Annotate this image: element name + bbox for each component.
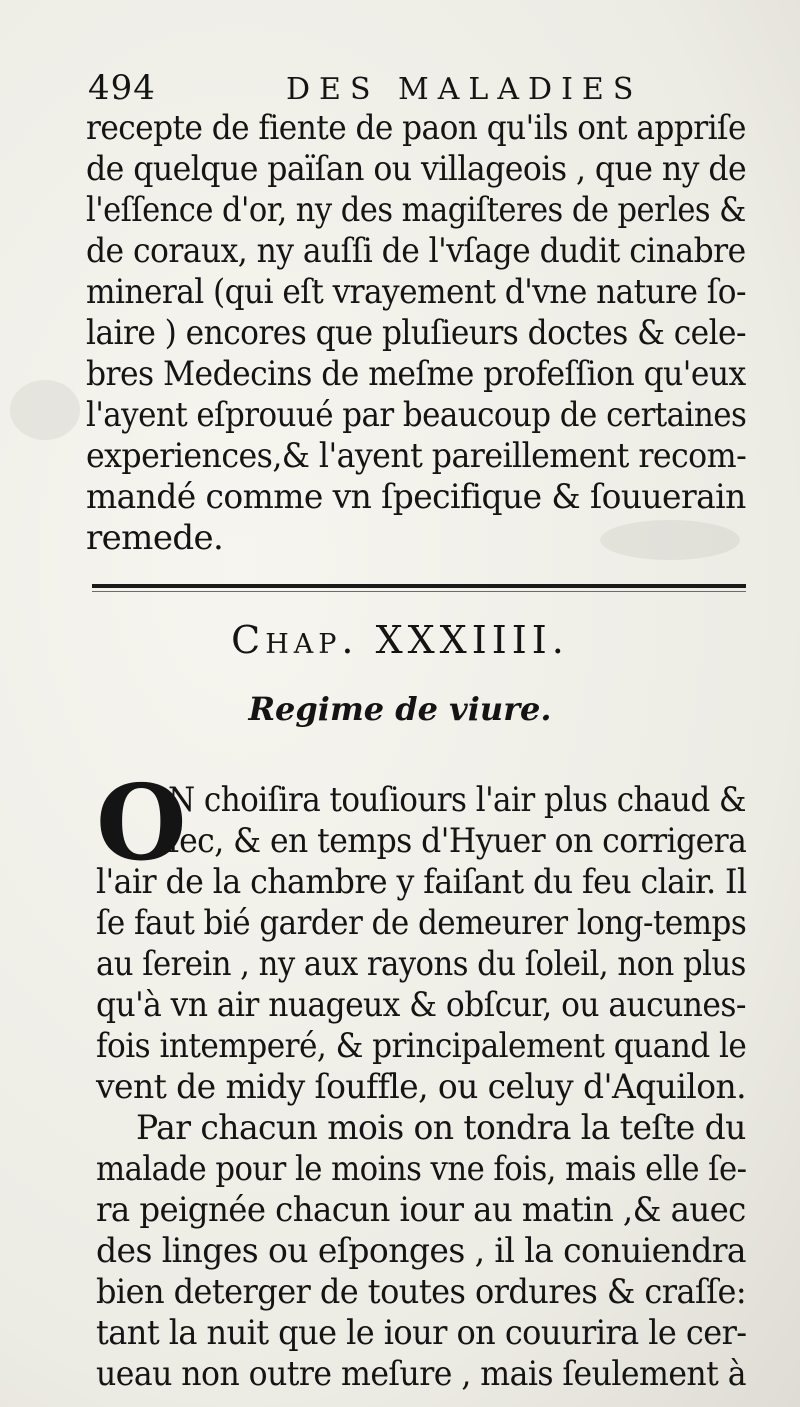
text-line: mandé comme vn ſpecifique & ſouuerain bbox=[86, 477, 746, 517]
section-title: Regime de viure. bbox=[248, 690, 552, 728]
text-line: au ſerein , ny aux rayons du ſoleil, non plus bbox=[96, 944, 746, 984]
paper-stain bbox=[10, 380, 80, 440]
text-line: N choiſira touſiours l'air plus chaud & bbox=[168, 780, 746, 820]
text-line: experiences,& l'ayent pareillement recom- bbox=[86, 436, 747, 476]
text-line: ſe faut bié garder de demeurer long-temps bbox=[96, 903, 747, 943]
text-line: Par chacun mois on tondra la teſte du bbox=[136, 1108, 746, 1148]
text-line: qu'à vn air nuageux & obſcur, ou aucunes- bbox=[96, 985, 746, 1025]
running-head: DES MALADIES bbox=[286, 72, 643, 107]
text-line: laire ) encores que pluſieurs doctes & cele- bbox=[86, 313, 747, 353]
text-line: bres Medecins de meſme profeſſion qu'eux bbox=[86, 354, 746, 394]
body-text-block bbox=[96, 761, 747, 1395]
page-header bbox=[88, 62, 748, 112]
chapter-title: Chap. XXXIIII. bbox=[231, 618, 569, 662]
text-line: l'air de la chambre y faiſant du feu clair. Il bbox=[96, 862, 747, 902]
text-line: l'eſſence d'or, ny des magiſteres de perles & bbox=[86, 190, 746, 230]
text-line: l'ayent eſprouué par beaucoup de certaines bbox=[86, 395, 747, 435]
section-divider-thin bbox=[92, 591, 746, 592]
section-divider bbox=[92, 584, 746, 588]
text-line: ſec, & en temps d'Hyuer on corrigera bbox=[168, 821, 747, 861]
top-text-block bbox=[86, 108, 746, 559]
text-line: de quelque païſan ou villageois , que ny de bbox=[86, 149, 747, 189]
text-line: vent de midy ſouffle, ou celuy d'Aquilon. bbox=[96, 1067, 747, 1107]
text-line: bien deterger de toutes ordures & craſſe: bbox=[96, 1272, 747, 1312]
text-line: ueau non outre meſure , mais ſeulement à bbox=[96, 1354, 746, 1394]
text-line: de coraux, ny auſſi de l'vſage dudit cinabre bbox=[86, 231, 746, 271]
text-line: des linges ou eſponges , il la conuiendra bbox=[96, 1231, 746, 1271]
page-number: 494 bbox=[88, 68, 156, 108]
text-line: recepte de fiente de paon qu'ils ont appriſe bbox=[86, 108, 746, 148]
text-line: mineral (qui eſt vrayement d'vne nature ſo- bbox=[86, 272, 746, 312]
drop-cap: O bbox=[96, 761, 187, 884]
text-line: remede. bbox=[86, 518, 224, 558]
text-line: tant la nuit que le iour on couurira le cer- bbox=[96, 1313, 747, 1353]
text-line: ra peignée chacun iour au matin ,& auec bbox=[96, 1190, 746, 1230]
text-line: fois intemperé, & principalement quand le bbox=[96, 1026, 747, 1066]
text-line: malade pour le moins vne fois, mais elle ſe- bbox=[96, 1149, 747, 1189]
